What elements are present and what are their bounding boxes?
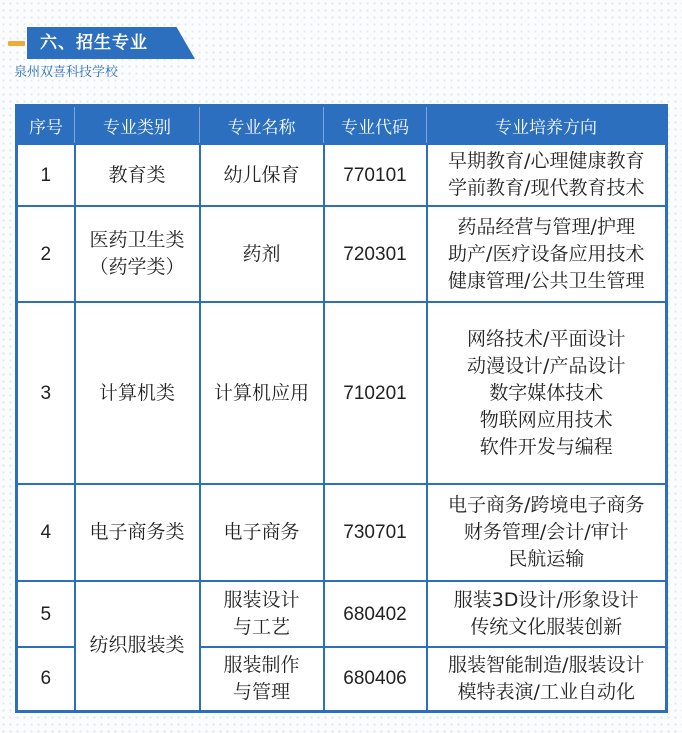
cell-category xyxy=(75,581,200,711)
majors-table xyxy=(15,104,668,713)
cell-line: 物联网应用技术 xyxy=(479,408,613,431)
table-row xyxy=(17,144,667,206)
cell-major-code: 720301 xyxy=(324,206,427,302)
header-cell-direction: 专业培养方向 xyxy=(427,106,667,145)
cell-major-name xyxy=(200,581,324,647)
cell-major-code: 680402 xyxy=(324,581,427,647)
cell-number: 6 xyxy=(17,647,75,711)
cell-line: 健康管理/公共卫生管理 xyxy=(448,269,645,292)
cell-category xyxy=(75,484,200,581)
section-title: 六、招生专业 xyxy=(40,33,148,53)
cell-line: 教育类 xyxy=(108,163,166,186)
cell-number: 5 xyxy=(17,581,75,647)
cell-line: 服装智能制造/服装设计 xyxy=(448,653,645,676)
cell-line: 药剂 xyxy=(242,242,281,265)
cell-direction xyxy=(427,484,667,581)
cell-line: 药品经营与管理/护理 xyxy=(457,215,635,238)
cell-line: 医药卫生类 xyxy=(89,229,185,251)
cell-category xyxy=(75,302,200,484)
accent-dash xyxy=(8,41,25,46)
cell-line: 计算机类 xyxy=(98,381,175,404)
cell-number: 2 xyxy=(17,206,75,302)
cell-number: 4 xyxy=(17,484,75,581)
cell-line: （药学类） xyxy=(89,256,185,278)
cell-line: 数字媒体技术 xyxy=(489,381,604,404)
table-row xyxy=(17,206,667,302)
cell-number: 1 xyxy=(17,144,75,206)
section-header xyxy=(0,26,200,60)
cell-major-code: 680406 xyxy=(324,647,427,711)
cell-line: 软件开发与编程 xyxy=(479,435,613,458)
cell-line: 服装设计 xyxy=(223,589,300,611)
cell-major-name xyxy=(200,484,324,581)
majors-table-container xyxy=(15,104,668,713)
table-row xyxy=(17,484,667,581)
cell-line: 模特表演/工业自动化 xyxy=(457,680,635,703)
cell-line: 计算机应用 xyxy=(213,381,309,404)
cell-line: 与工艺 xyxy=(232,616,290,638)
header-cell-number: 序号 xyxy=(17,106,75,145)
cell-major-code: 730701 xyxy=(324,484,427,581)
cell-category xyxy=(75,144,200,206)
cell-category xyxy=(75,206,200,302)
cell-major-name xyxy=(200,206,324,302)
cell-line: 民航运输 xyxy=(508,548,585,570)
cell-major-code: 770101 xyxy=(324,144,427,206)
cell-line: 财务管理/会计/审计 xyxy=(463,521,629,543)
cell-line: 学前教育/现代教育技术 xyxy=(448,177,645,199)
school-name: 泉州双喜科技学校 xyxy=(14,65,119,80)
cell-line: 电子商务/跨境电子商务 xyxy=(448,494,645,516)
table-header-row xyxy=(17,106,667,145)
cell-direction xyxy=(427,206,667,302)
cell-line: 幼儿保育 xyxy=(223,163,300,186)
header-cell-major-name: 专业名称 xyxy=(200,106,324,145)
header-cell-major-code: 专业代码 xyxy=(324,106,427,145)
cell-major-code: 710201 xyxy=(324,302,427,484)
header-cell-category: 专业类别 xyxy=(75,106,200,145)
cell-direction xyxy=(427,302,667,484)
cell-direction xyxy=(427,144,667,206)
cell-line: 早期教育/心理健康教育 xyxy=(448,150,645,172)
cell-line: 服装制作 xyxy=(223,653,300,676)
cell-number: 3 xyxy=(17,302,75,484)
cell-line: 与管理 xyxy=(232,680,290,703)
cell-line: 电子商务类 xyxy=(89,521,185,543)
cell-line: 助产/医疗设备应用技术 xyxy=(448,242,645,265)
cell-line: 纺织服装类 xyxy=(89,634,185,657)
cell-line: 动漫设计/产品设计 xyxy=(467,354,626,377)
cell-line: 电子商务 xyxy=(223,521,300,543)
cell-direction xyxy=(427,581,667,647)
cell-line: 服装3D设计/形象设计 xyxy=(453,589,639,611)
cell-major-name xyxy=(200,144,324,206)
table-row xyxy=(17,302,667,484)
cell-line: 传统文化服装创新 xyxy=(470,616,623,638)
cell-major-name xyxy=(200,647,324,711)
table-row xyxy=(17,581,667,647)
cell-direction xyxy=(427,647,667,711)
cell-line: 网络技术/平面设计 xyxy=(467,327,626,350)
cell-major-name xyxy=(200,302,324,484)
